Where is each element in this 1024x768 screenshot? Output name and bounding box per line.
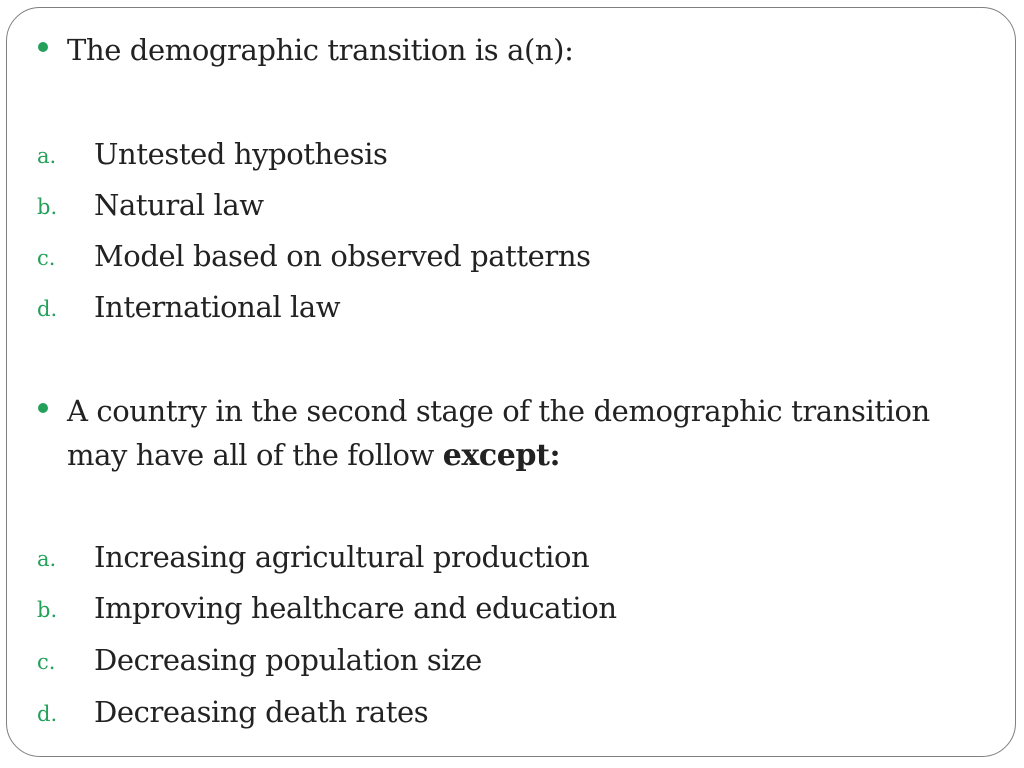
- option-letter: d.: [37, 297, 58, 321]
- option-letter: a.: [37, 547, 57, 571]
- question-2-prompt-text: A country in the second stage of the demographic transition may have all of the follow: [67, 394, 930, 472]
- question-1-prompt: The demographic transition is a(n):: [67, 33, 574, 67]
- option-text: Decreasing population size: [94, 643, 482, 677]
- option-text: Model based on observed patterns: [94, 239, 591, 273]
- option-text: Decreasing death rates: [94, 695, 429, 729]
- question-2-prompt: [67, 389, 947, 478]
- option-letter: a.: [37, 144, 57, 168]
- option-letter: c.: [37, 650, 56, 674]
- option-text: Untested hypothesis: [94, 137, 388, 171]
- bullet-icon: [38, 403, 48, 413]
- bullet-icon: [38, 42, 48, 52]
- option-letter: b.: [37, 598, 58, 622]
- option-text: Natural law: [94, 188, 264, 222]
- option-text: Increasing agricultural production: [94, 540, 590, 574]
- option-letter: b.: [37, 195, 58, 219]
- option-letter: d.: [37, 702, 58, 726]
- option-text: Improving healthcare and education: [94, 591, 617, 625]
- question-2-emphasis: except:: [442, 438, 561, 473]
- option-text: International law: [94, 290, 341, 324]
- option-letter: c.: [37, 246, 56, 270]
